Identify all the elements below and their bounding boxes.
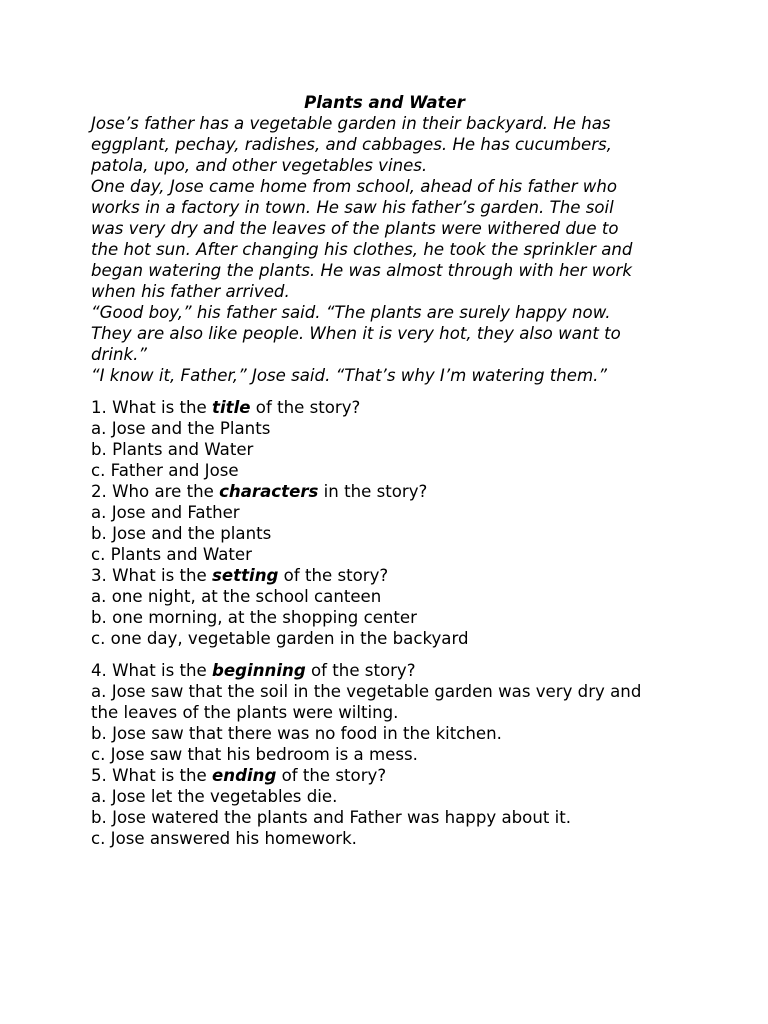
story-title: Plants and Water <box>304 93 465 112</box>
question-text: 3. What is the setting of the story? <box>91 566 389 585</box>
question-text: 5. What is the ending of the story? <box>91 766 387 785</box>
question-keyword: ending <box>212 766 277 785</box>
question-1 <box>91 397 688 481</box>
story-line: patola, upo, and other vegetables vines. <box>91 156 428 175</box>
story-line: “I know it, Father,” Jose said. “That’s why I’m watering them.” <box>91 366 608 385</box>
answer-option: b. Jose and the plants <box>91 524 272 543</box>
answer-option: a. one night, at the school canteen <box>91 587 382 606</box>
story-line: when his father arrived. <box>91 282 290 301</box>
question-keyword: beginning <box>212 661 306 680</box>
story-line: “Good boy,” his father said. “The plants are surely happy now. <box>91 303 611 322</box>
answer-option: b. Jose watered the plants and Father was happy about it. <box>91 808 572 827</box>
story-text <box>91 113 688 386</box>
answer-option: c. one day, vegetable garden in the backyard <box>91 629 469 648</box>
story-line: One day, Jose came home from school, ahead of his father who <box>91 177 618 196</box>
story-line: Jose’s father has a vegetable garden in their backyard. He has <box>91 114 611 133</box>
question-2 <box>91 481 688 565</box>
question-list <box>91 397 688 849</box>
question-text: 4. What is the beginning of the story? <box>91 661 416 680</box>
answer-option: b. one morning, at the shopping center <box>91 608 417 627</box>
answer-option: a. Jose saw that the soil in the vegetable garden was very dry and <box>91 682 642 701</box>
question-5 <box>91 765 688 849</box>
answer-option: c. Father and Jose <box>91 461 239 480</box>
story-line: began watering the plants. He was almost through with her work <box>91 261 632 280</box>
story-line: the hot sun. After changing his clothes, he took the sprinkler and <box>91 240 633 259</box>
story-line: was very dry and the leaves of the plants were withered due to <box>91 219 619 238</box>
answer-option: a. Jose and Father <box>91 503 240 522</box>
story-line: drink.” <box>91 345 147 364</box>
question-keyword: title <box>212 398 251 417</box>
answer-option: c. Plants and Water <box>91 545 252 564</box>
question-keyword: characters <box>219 482 319 501</box>
answer-option: a. Jose and the Plants <box>91 419 271 438</box>
question-keyword: setting <box>212 566 279 585</box>
question-3 <box>91 565 688 649</box>
answer-option: b. Plants and Water <box>91 440 254 459</box>
story-line: They are also like people. When it is very hot, they also want to <box>91 324 621 343</box>
story-line: works in a factory in town. He saw his father’s garden. The soil <box>91 198 614 217</box>
answer-option: c. Jose saw that his bedroom is a mess. <box>91 745 418 764</box>
answer-option: a. Jose let the vegetables die. <box>91 787 338 806</box>
answer-option: b. Jose saw that there was no food in the kitchen. <box>91 724 502 743</box>
story-line: eggplant, pechay, radishes, and cabbages. He has cucumbers, <box>91 135 612 154</box>
question-text: 1. What is the title of the story? <box>91 398 361 417</box>
answer-option-continued: the leaves of the plants were wilting. <box>91 703 399 722</box>
question-text: 2. Who are the characters in the story? <box>91 482 428 501</box>
answer-option: c. Jose answered his homework. <box>91 829 357 848</box>
question-4 <box>91 660 688 765</box>
